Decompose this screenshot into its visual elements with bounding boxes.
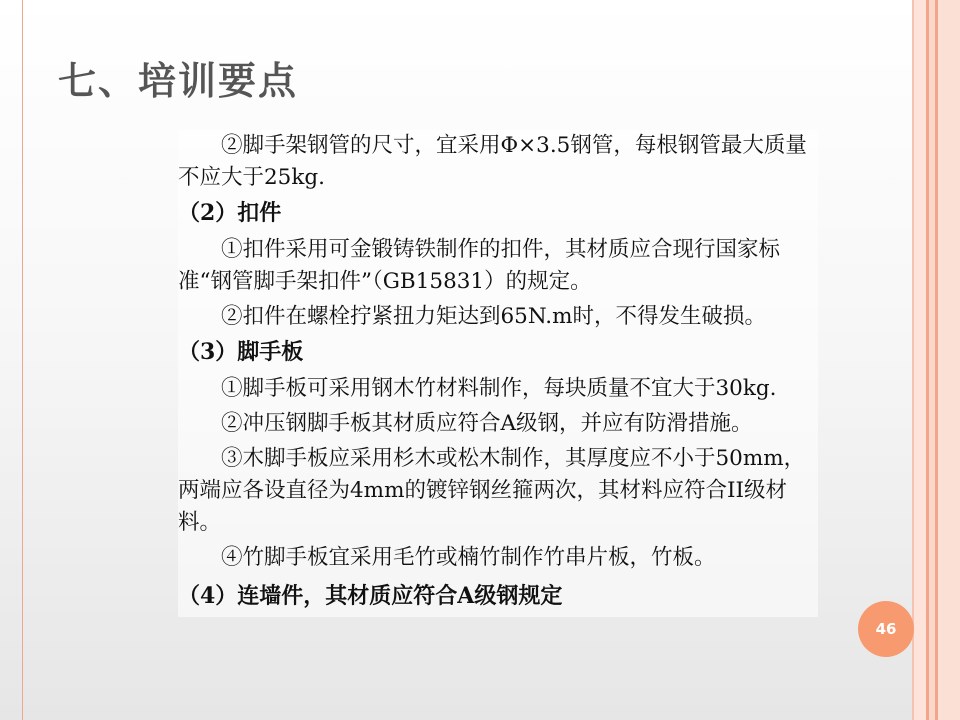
- heading-wall-tie: （4）连墙件，其材质应符合A级钢规定: [178, 583, 563, 609]
- paragraph-fastener-material: ①扣件采用可金锻铸铁制作的扣件，其材质应合现行国家标准“钢管脚手架扣件”（GB15831）的规定。: [178, 237, 781, 294]
- paragraph-wood-board: ③木脚手板应采用杉木或松木制作，其厚度应不小于50mm，两端应各设直径为4mm的镀锌钢丝箍两次，其材料应符合II级材料。: [178, 446, 806, 535]
- paragraph-fastener-torque: ②扣件在螺栓拧紧扭力矩达到65N.m时，不得发生破损。: [221, 304, 767, 329]
- slide-body: [178, 130, 818, 617]
- paragraph-board-material: ①脚手板可采用钢木竹材料制作，每块质量不宜大于30kg.: [221, 376, 777, 401]
- paragraph-pipe-size: ②脚手架钢管的尺寸，宜采用Φ×3.5钢管，每根钢管最大质量不应大于25kg.: [178, 133, 807, 190]
- left-rule: [22, 0, 23, 720]
- page-number-badge: 46: [858, 601, 914, 657]
- paragraph-bamboo-board: ④竹脚手板宜采用毛竹或楠竹制作竹串片板，竹板。: [221, 545, 716, 570]
- paragraph-steel-board: ②冲压钢脚手板其材质应符合A级钢，并应有防滑措施。: [221, 411, 753, 436]
- right-stripes: [912, 0, 960, 720]
- slide-title: 七、培训要点: [58, 58, 299, 103]
- heading-fastener: （2）扣件: [178, 200, 282, 226]
- heading-scaffold-board: （3）脚手板: [178, 339, 304, 365]
